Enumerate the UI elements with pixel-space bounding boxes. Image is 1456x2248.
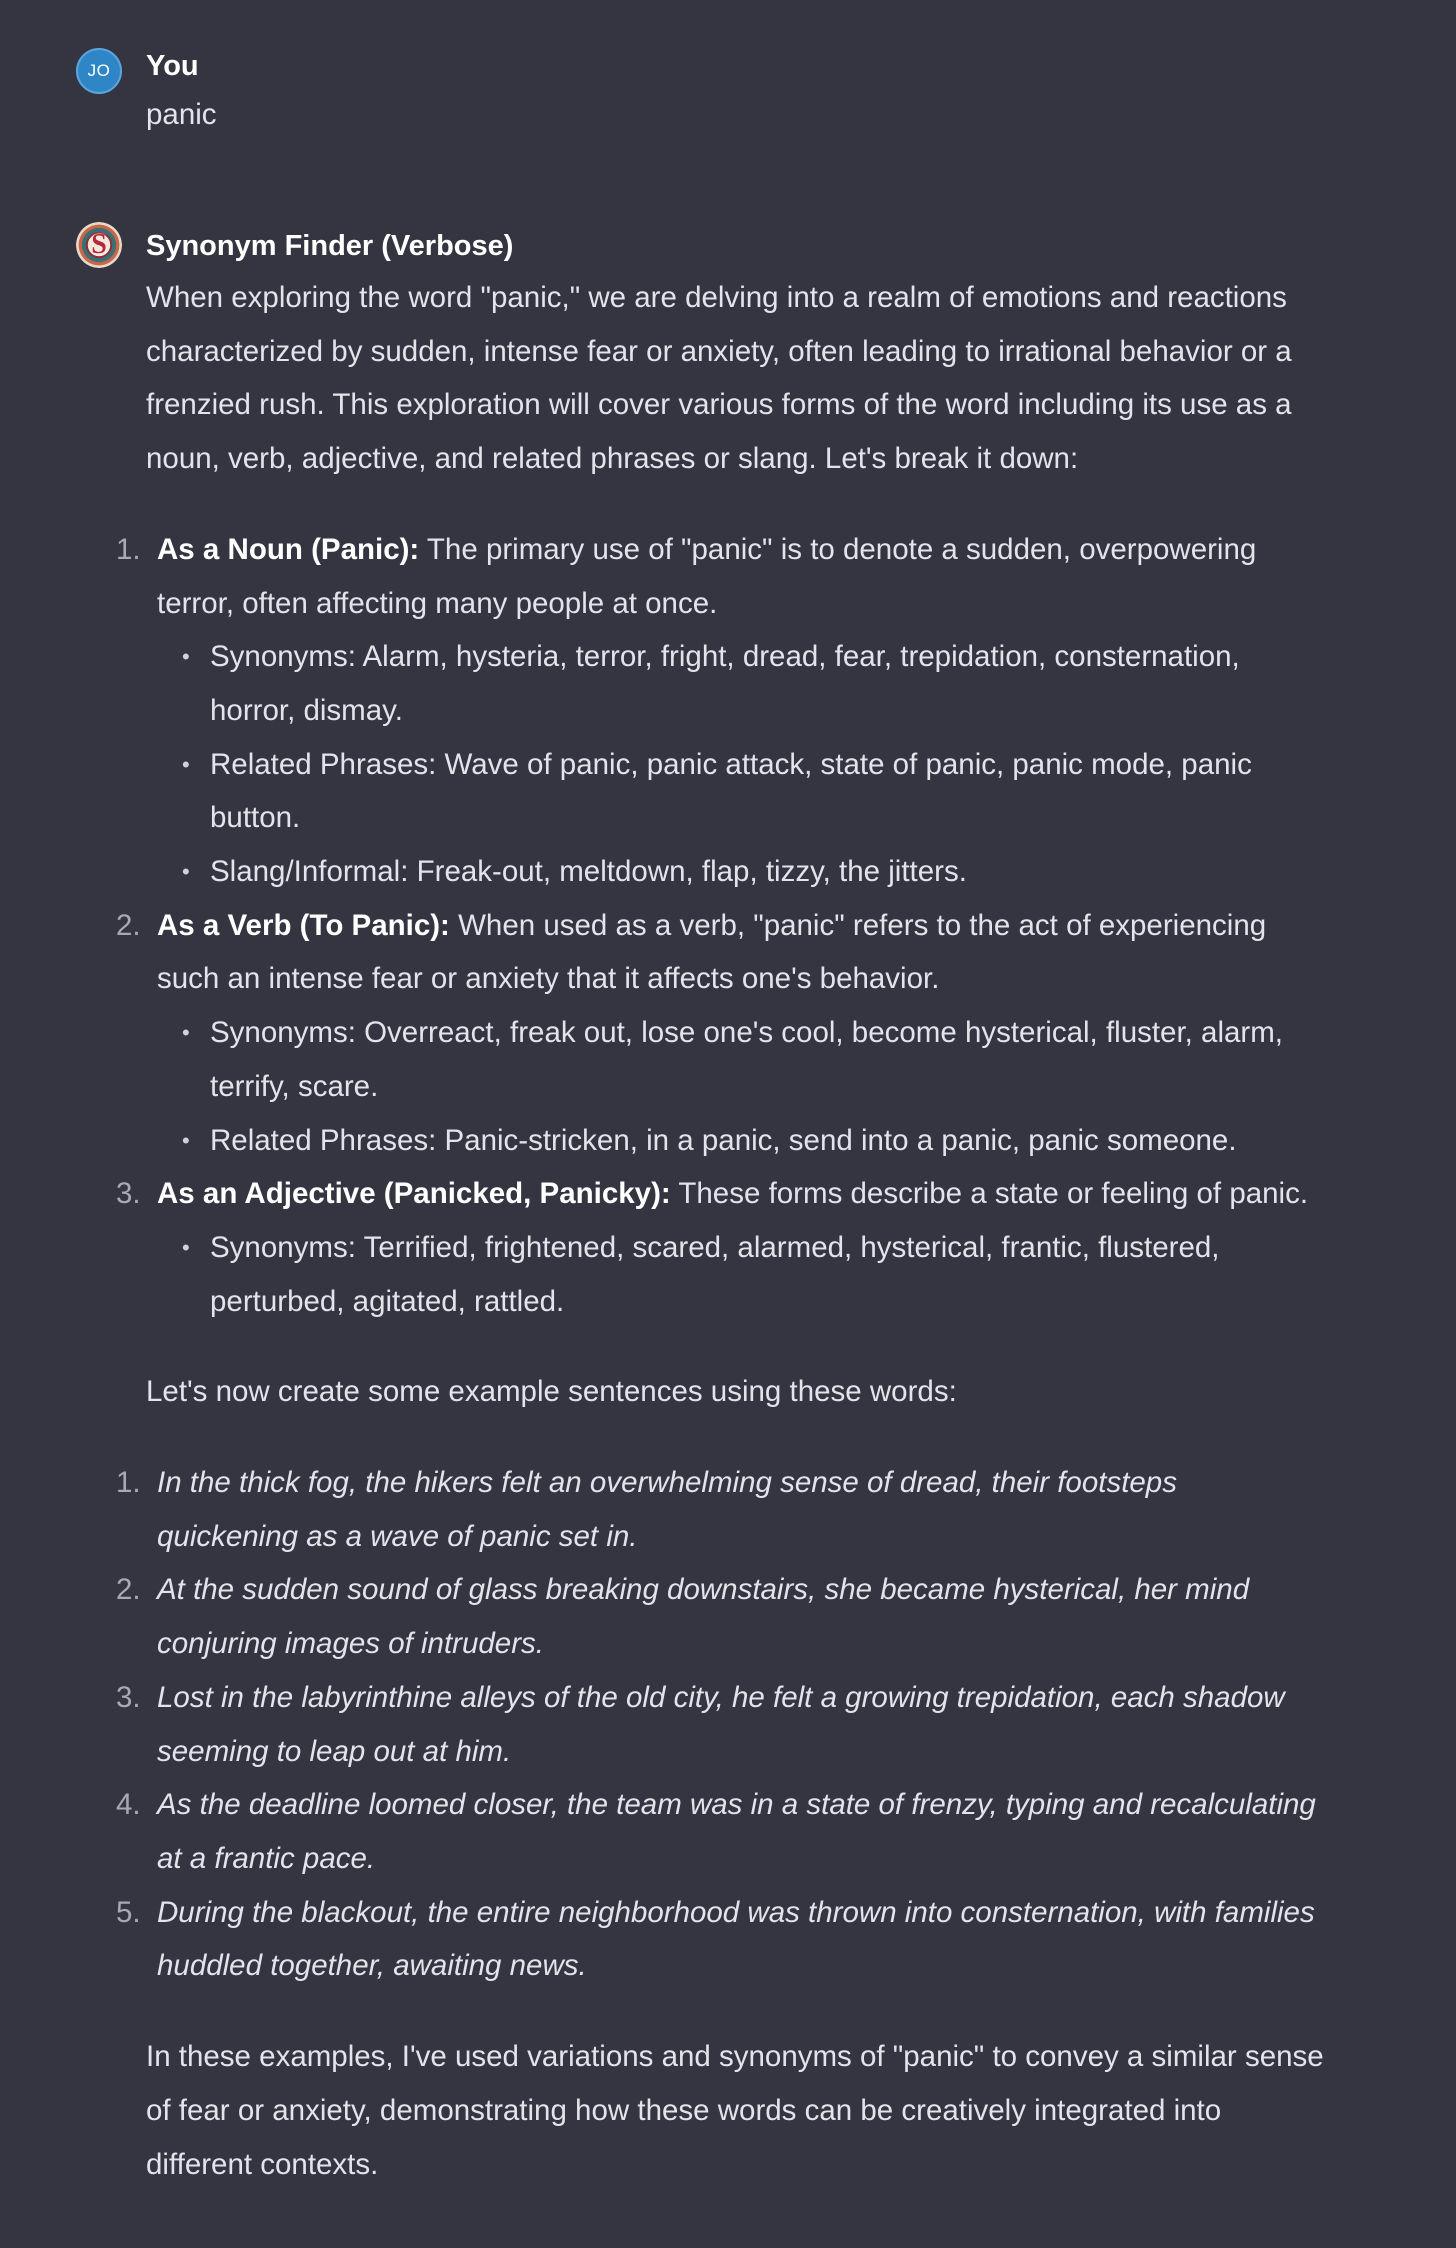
form-description: When used as a verb, "panic" refers to the act of experiencing such an intense fear or anxiety that it affects one's behavior.	[157, 908, 1267, 996]
example-sentences-list	[116, 1456, 1326, 1993]
list-number: 5.	[116, 1895, 141, 1929]
bullet-item	[157, 630, 1326, 737]
bullet-text: Slang/Informal: Freak-out, meltdown, flap, tizzy, the jitters.	[210, 855, 967, 889]
conclusion-paragraph: In these examples, I've used variations and synonyms of "panic" to convey a similar sense of fear or anxiety, demonstrating how these words can be creatively integrated into different contexts.	[146, 2040, 1324, 2181]
bullet-item	[157, 1006, 1326, 1113]
assistant-author-name: Synonym Finder (Verbose)	[146, 230, 514, 262]
list-number: 3.	[116, 1177, 141, 1211]
example-item	[116, 1671, 1326, 1778]
intro-paragraph: When exploring the word "panic," we are delving into a realm of emotions and reactions characterized by sudden, intense fear or anxiety, often leading to irrational behavior or a frenzied rush. This exploration will cover various forms of the word including its use as a noun, verb, adjective, and related phrases or slang. Let's break it down:	[146, 281, 1292, 476]
user-message-text: panic	[146, 98, 217, 131]
bullet-text: Related Phrases: Wave of panic, panic attack, state of panic, panic mode, panic button.	[210, 747, 1252, 835]
example-text: During the blackout, the entire neighborhood was thrown into consternation, with families huddled together, awaiting news.	[157, 1895, 1315, 1983]
example-item	[116, 1778, 1326, 1885]
form-heading: As an Adjective (Panicked, Panicky):	[157, 1177, 671, 1211]
user-author-name: You	[146, 50, 199, 82]
bullet-icon: •	[182, 1127, 190, 1153]
form-description: The primary use of "panic" is to denote a sudden, overpowering terror, often affecting many people at once.	[157, 532, 1257, 620]
example-text: Lost in the labyrinthine alleys of the old city, he felt a growing trepidation, each shadow seeming to leap out at him.	[157, 1680, 1285, 1768]
list-number: 1.	[116, 532, 141, 566]
form-item-noun	[116, 523, 1326, 899]
user-avatar	[76, 48, 122, 94]
list-number: 3.	[116, 1680, 141, 1714]
gpt-avatar-icon: S	[76, 222, 122, 268]
bullet-icon: •	[182, 1234, 190, 1260]
user-avatar-initials: JO	[87, 61, 111, 80]
form-heading: As a Noun (Panic):	[157, 532, 420, 566]
examples-intro: Let's now create some example sentences using these words:	[146, 1375, 957, 1409]
bullet-item	[157, 738, 1326, 845]
example-item	[116, 1886, 1326, 1993]
bullet-item	[157, 1221, 1326, 1328]
bullet-icon: •	[182, 644, 190, 670]
bullet-icon: •	[182, 1020, 190, 1046]
bullet-text: Synonyms: Terrified, frightened, scared, alarmed, hysterical, frantic, flustered, perturbed, agitated, rattled.	[210, 1230, 1220, 1318]
form-description: These forms describe a state or feeling of panic.	[670, 1177, 1309, 1211]
bullet-text: Related Phrases: Panic-stricken, in a panic, send into a panic, panic someone.	[210, 1123, 1237, 1157]
example-text: In the thick fog, the hikers felt an overwhelming sense of dread, their footsteps quickening as a wave of panic set in.	[157, 1466, 1177, 1553]
example-item	[116, 1563, 1326, 1670]
form-bullets	[157, 630, 1326, 899]
list-number: 2.	[116, 908, 141, 942]
example-text: At the sudden sound of glass breaking downstairs, she became hysterical, her mind conjuring images of intruders.	[157, 1573, 1250, 1661]
list-number: 4.	[116, 1788, 141, 1822]
form-bullets	[157, 1006, 1326, 1167]
list-number: 1.	[116, 1466, 141, 1500]
example-text: As the deadline loomed closer, the team was in a state of frenzy, typing and recalculating at a frantic pace.	[157, 1788, 1316, 1875]
bullet-item	[157, 845, 1326, 899]
bullet-text: Synonyms: Overreact, freak out, lose one's cool, become hysterical, fluster, alarm, terrify, scare.	[210, 1016, 1284, 1103]
bullet-icon: •	[182, 859, 190, 885]
bullet-icon: •	[182, 751, 190, 777]
form-bullets	[157, 1221, 1326, 1328]
bullet-text: Synonyms: Alarm, hysteria, terror, fright, dread, fear, trepidation, consternation, horror, dismay.	[210, 640, 1240, 727]
form-item-verb	[116, 899, 1326, 1168]
form-item-adjective	[116, 1167, 1326, 1328]
form-heading: As a Verb (To Panic):	[157, 908, 450, 942]
list-number: 2.	[116, 1573, 141, 1607]
word-forms-list	[116, 523, 1326, 1329]
example-item	[116, 1456, 1326, 1563]
bullet-item	[157, 1114, 1326, 1168]
assistant-message-body	[116, 271, 1326, 2191]
